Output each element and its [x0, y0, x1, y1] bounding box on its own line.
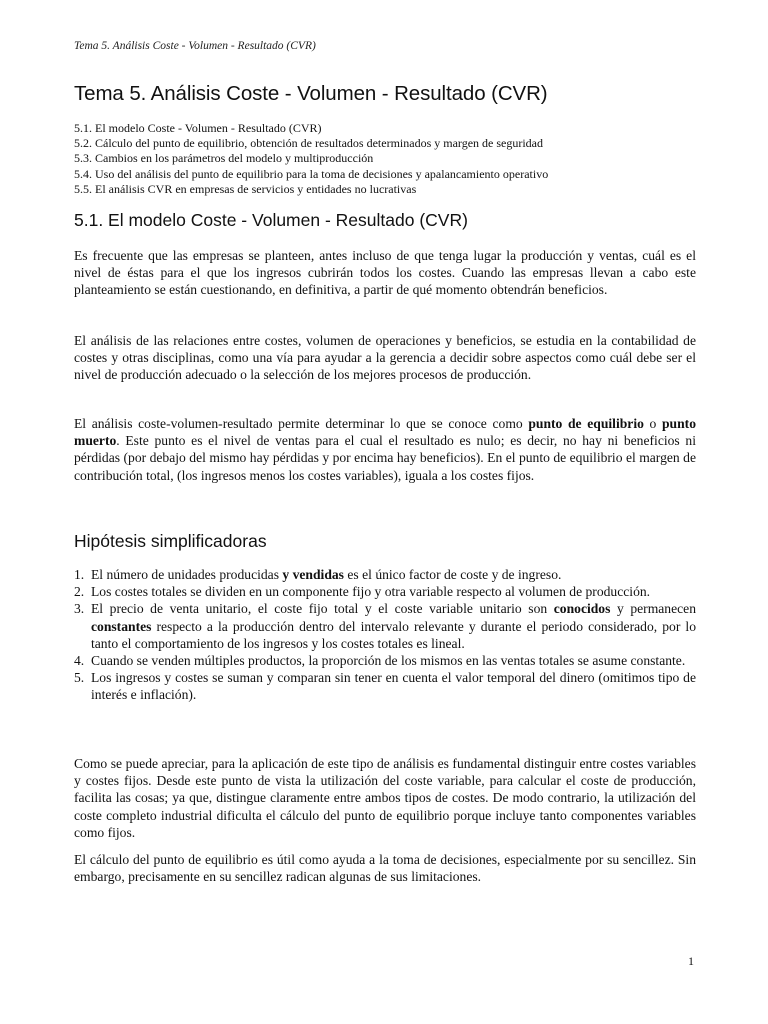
- bold-term: conocidos: [553, 601, 611, 617]
- list-number: 3.: [74, 601, 85, 617]
- text-run: Los costes totales se dividen en un componente fijo y otra variable respecto al volumen de producción.: [91, 584, 651, 600]
- list-number: 4.: [74, 653, 85, 669]
- list-item: [74, 669, 696, 703]
- text-run: . Este punto es el nivel de ventas para el cual el resultado es nulo; es decir, no hay ni beneficios ni pérdidas (por debajo del mismo hay pérdidas y por encima hay beneficios). En el punto de equilibrio el margen de contribución total, (los ingresos menos los costes variables), iguala a los costes fijos.: [74, 433, 696, 483]
- list-item: [74, 600, 696, 652]
- paragraph: El cálculo del punto de equilibrio es útil como ayuda a la toma de decisiones, especialmente por su sencillez. Sin embargo, precisamente en su sencillez radican algunas de sus limitaciones.: [74, 852, 696, 885]
- toc-item: 5.3. Cambios en los parámetros del modelo y multiproducción: [74, 151, 374, 166]
- text-run: El precio de venta unitario, el coste fijo total y el coste variable unitario son: [91, 601, 554, 617]
- paragraph: Es frecuente que las empresas se planteen, antes incluso de que tenga lugar la producción y ventas, cuál es el nivel de éstas para el que los ingresos cubrirán todos los costes. Cuando las empresas llevan a cabo este planteamiento se están cuestionando, en definitiva, a partir de qué momento obtendrán beneficios.: [74, 248, 696, 298]
- text-run: Los ingresos y costes se suman y comparan sin tener en cuenta el valor temporal del dinero (omitimos tipo de interés e inflación).: [91, 670, 696, 703]
- hypotheses-list: [74, 566, 696, 704]
- text-run: El número de unidades producidas: [91, 567, 283, 582]
- text-run: o: [643, 416, 662, 431]
- paragraph: Como se puede apreciar, para la aplicación de este tipo de análisis es fundamental distinguir entre costes variables y costes fijos. Desde este punto de vista la utilización del coste variable, para calcular el coste de producción, facilita las cosas; ya que, distingue claramente entre ambos tipos de costes. De modo contrario, la utilización del coste completo industrial dificulta el cálculo del punto de equilibrio porque incluye tanto componentes variables como fijos.: [74, 756, 696, 840]
- running-header: Tema 5. Análisis Coste - Volumen - Resultado (CVR): [74, 40, 316, 52]
- text-run: respecto a la producción dentro del intervalo relevante y durante el periodo considerado, por lo tanto el comportamiento de los ingresos y los costes totales es lineal.: [91, 618, 696, 651]
- section-heading-hipotesis: Hipótesis simplificadoras: [74, 531, 267, 551]
- page-number: 1: [688, 954, 694, 968]
- list-item: [74, 652, 696, 669]
- text-run: es el único factor de coste y de ingreso.: [343, 567, 562, 582]
- paragraph: El análisis de las relaciones entre costes, volumen de operaciones y beneficios, se estudia en la contabilidad de costes y otras disciplinas, como una vía para ayudar a la gerencia a decidir sobre aspectos como cuál debe ser el nivel de producción adecuado o la selección de los mejores procesos de producción.: [74, 333, 696, 383]
- bold-term: y vendidas: [282, 567, 344, 582]
- list-item: [74, 566, 696, 583]
- text-run: y permanecen: [610, 601, 696, 617]
- toc-item: 5.2. Cálculo del punto de equilibrio, obtención de resultados determinados y margen de seguridad: [74, 136, 543, 151]
- bold-term: punto muerto: [74, 416, 696, 449]
- list-number: 2.: [74, 584, 85, 600]
- toc-item: 5.5. El análisis CVR en empresas de servicios y entidades no lucrativas: [74, 181, 417, 196]
- list-number: 1.: [74, 567, 85, 582]
- list-number: 5.: [74, 670, 85, 686]
- toc-item: 5.1. El modelo Coste - Volumen - Resultado (CVR): [74, 121, 322, 135]
- table-of-contents: [74, 121, 548, 197]
- section-heading-5-1: 5.1. El modelo Coste - Volumen - Resultado (CVR): [74, 210, 468, 230]
- document-title: Tema 5. Análisis Coste - Volumen - Resultado (CVR): [74, 82, 548, 105]
- list-item: [74, 583, 696, 600]
- bold-term: punto de equilibrio: [528, 416, 644, 431]
- text-run: Cuando se venden múltiples productos, la proporción de los mismos en las ventas totales se asume constante.: [91, 653, 686, 669]
- text-run: El análisis coste-volumen-resultado permite determinar lo que se conoce como: [74, 416, 529, 431]
- bold-term: constantes: [91, 618, 152, 634]
- toc-item: 5.4. Uso del análisis del punto de equilibrio para la toma de decisiones y apalancamiento operativo: [74, 166, 549, 181]
- paragraph-punto-equilibrio: [74, 415, 696, 484]
